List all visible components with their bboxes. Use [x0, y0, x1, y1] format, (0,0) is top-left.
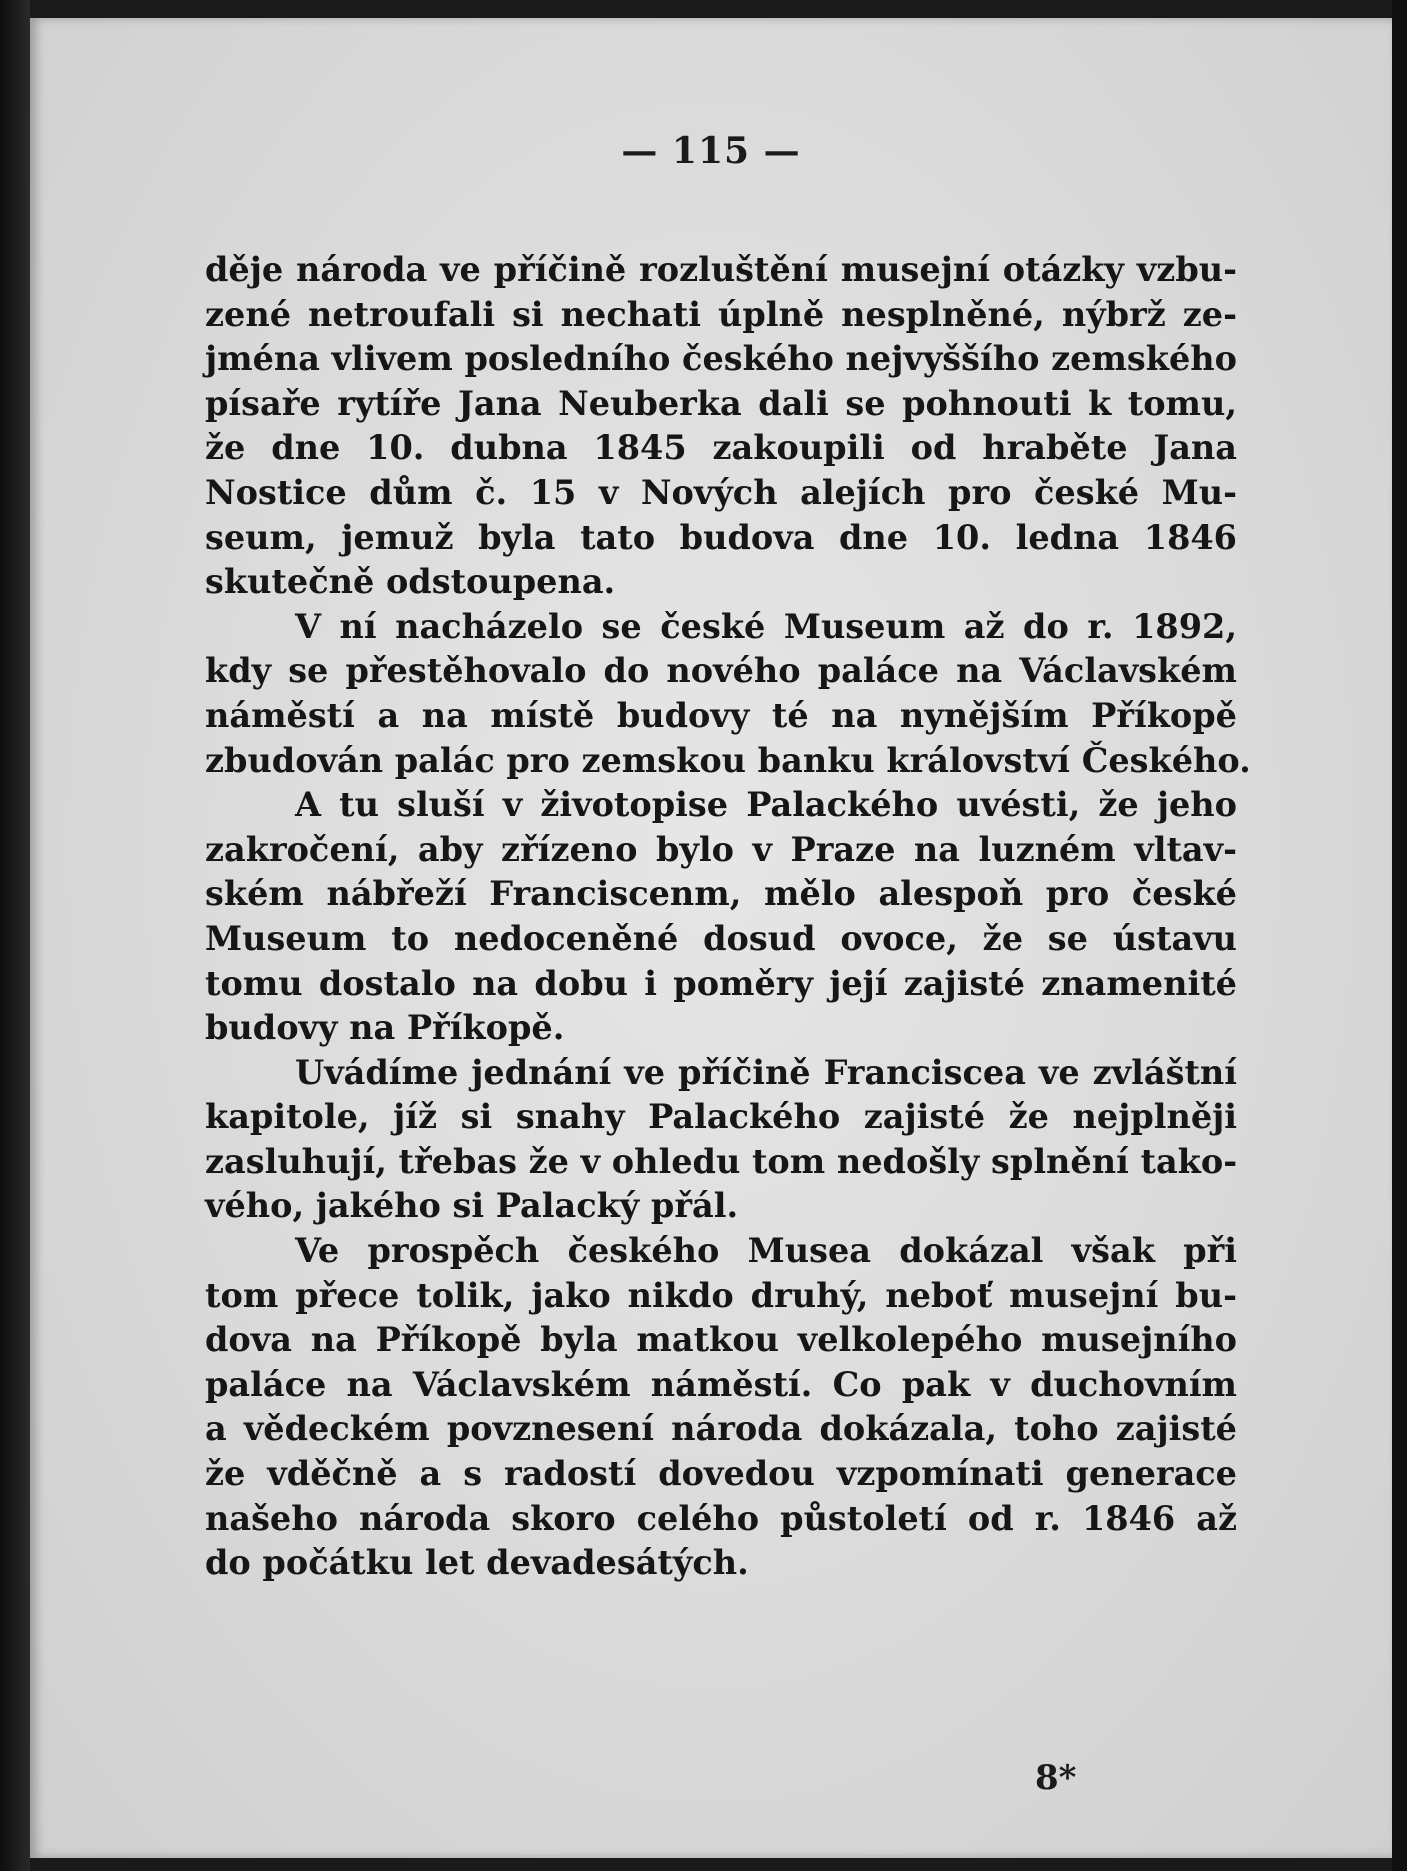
text-line: Uvádíme jednání ve příčině Franciscea ve zvláštní	[295, 1052, 1237, 1092]
text-line: seum, jemuž byla tato budova dne 10. ledna 1846	[205, 517, 1237, 557]
text-line: Museum to nedoceněné dosud ovoce, že se ústavu	[205, 918, 1237, 958]
text-line: našeho národa skoro celého půstoletí od r. 1846 až	[205, 1498, 1237, 1538]
text-line: děje národa ve příčině rozluštění musejní otázky vzbu-	[205, 250, 1237, 289]
text-line: že vděčně a s radostí dovedou vzpomínati generace	[205, 1454, 1237, 1494]
text-line: tom přece tolik, jako nikdo druhý, neboť musejní bu-	[205, 1275, 1237, 1315]
text-line: zakročení, aby zřízeno bylo v Praze na luzném vltav-	[205, 829, 1237, 869]
body-text	[205, 248, 1251, 1586]
text-line: Nostice dům č. 15 v Nových alejích pro české Mu-	[205, 472, 1237, 512]
text-line: zbudován palác pro zemskou banku království Českého.	[205, 740, 1251, 780]
text-line: náměstí a na místě budovy té na nynějším Příkopě	[205, 695, 1237, 735]
text-line: kdy se přestěhovalo do nového paláce na Václavském	[205, 651, 1237, 691]
page-number: — 115 —	[621, 130, 801, 172]
text-line: zasluhují, třebas že v ohledu tom nedošly splnění tako-	[205, 1141, 1238, 1181]
text-line: kapitole, jíž si snahy Palackého zajisté že nejplněji	[205, 1097, 1237, 1137]
text-line: ském nábřeží Franciscenm, mělo alespoň pro české	[205, 874, 1237, 914]
text-line: dova na Příkopě byla matkou velkolepého musejního	[205, 1320, 1237, 1360]
text-line: budovy na Příkopě.	[205, 1008, 565, 1048]
signature-mark: 8*	[1035, 1758, 1077, 1798]
text-line: paláce na Václavském náměstí. Co pak v duchovním	[205, 1364, 1237, 1404]
text-line: že dne 10. dubna 1845 zakoupili od hraběte Jana	[205, 428, 1237, 468]
text-line: a vědeckém povznesení národa dokázala, toho zajisté	[205, 1409, 1237, 1449]
text-line: písaře rytíře Jana Neuberka dali se pohnouti k tomu,	[205, 383, 1237, 423]
text-line: skutečně odstoupena.	[205, 562, 616, 602]
text-line: V ní nacházelo se české Museum až do r. 1892,	[295, 606, 1237, 646]
page-right-edge	[1392, 0, 1407, 1871]
text-line: do počátku let devadesátých.	[205, 1543, 749, 1583]
text-line: vého, jakého si Palacký přál.	[205, 1186, 739, 1226]
text-line: A tu sluší v životopise Palackého uvésti, že jeho	[295, 785, 1237, 825]
text-line: zené netroufali si nechati úplně nesplněné, nýbrž ze-	[205, 294, 1237, 334]
text-line: tomu dostalo na dobu i poměry její zajisté znamenité	[205, 963, 1237, 1003]
text-line: Ve prospěch českého Musea dokázal však při	[295, 1231, 1237, 1271]
book-page	[30, 18, 1392, 1858]
text-line: jména vlivem posledního českého nejvyššího zemského	[205, 339, 1237, 379]
page-binding-edge	[0, 0, 30, 1871]
